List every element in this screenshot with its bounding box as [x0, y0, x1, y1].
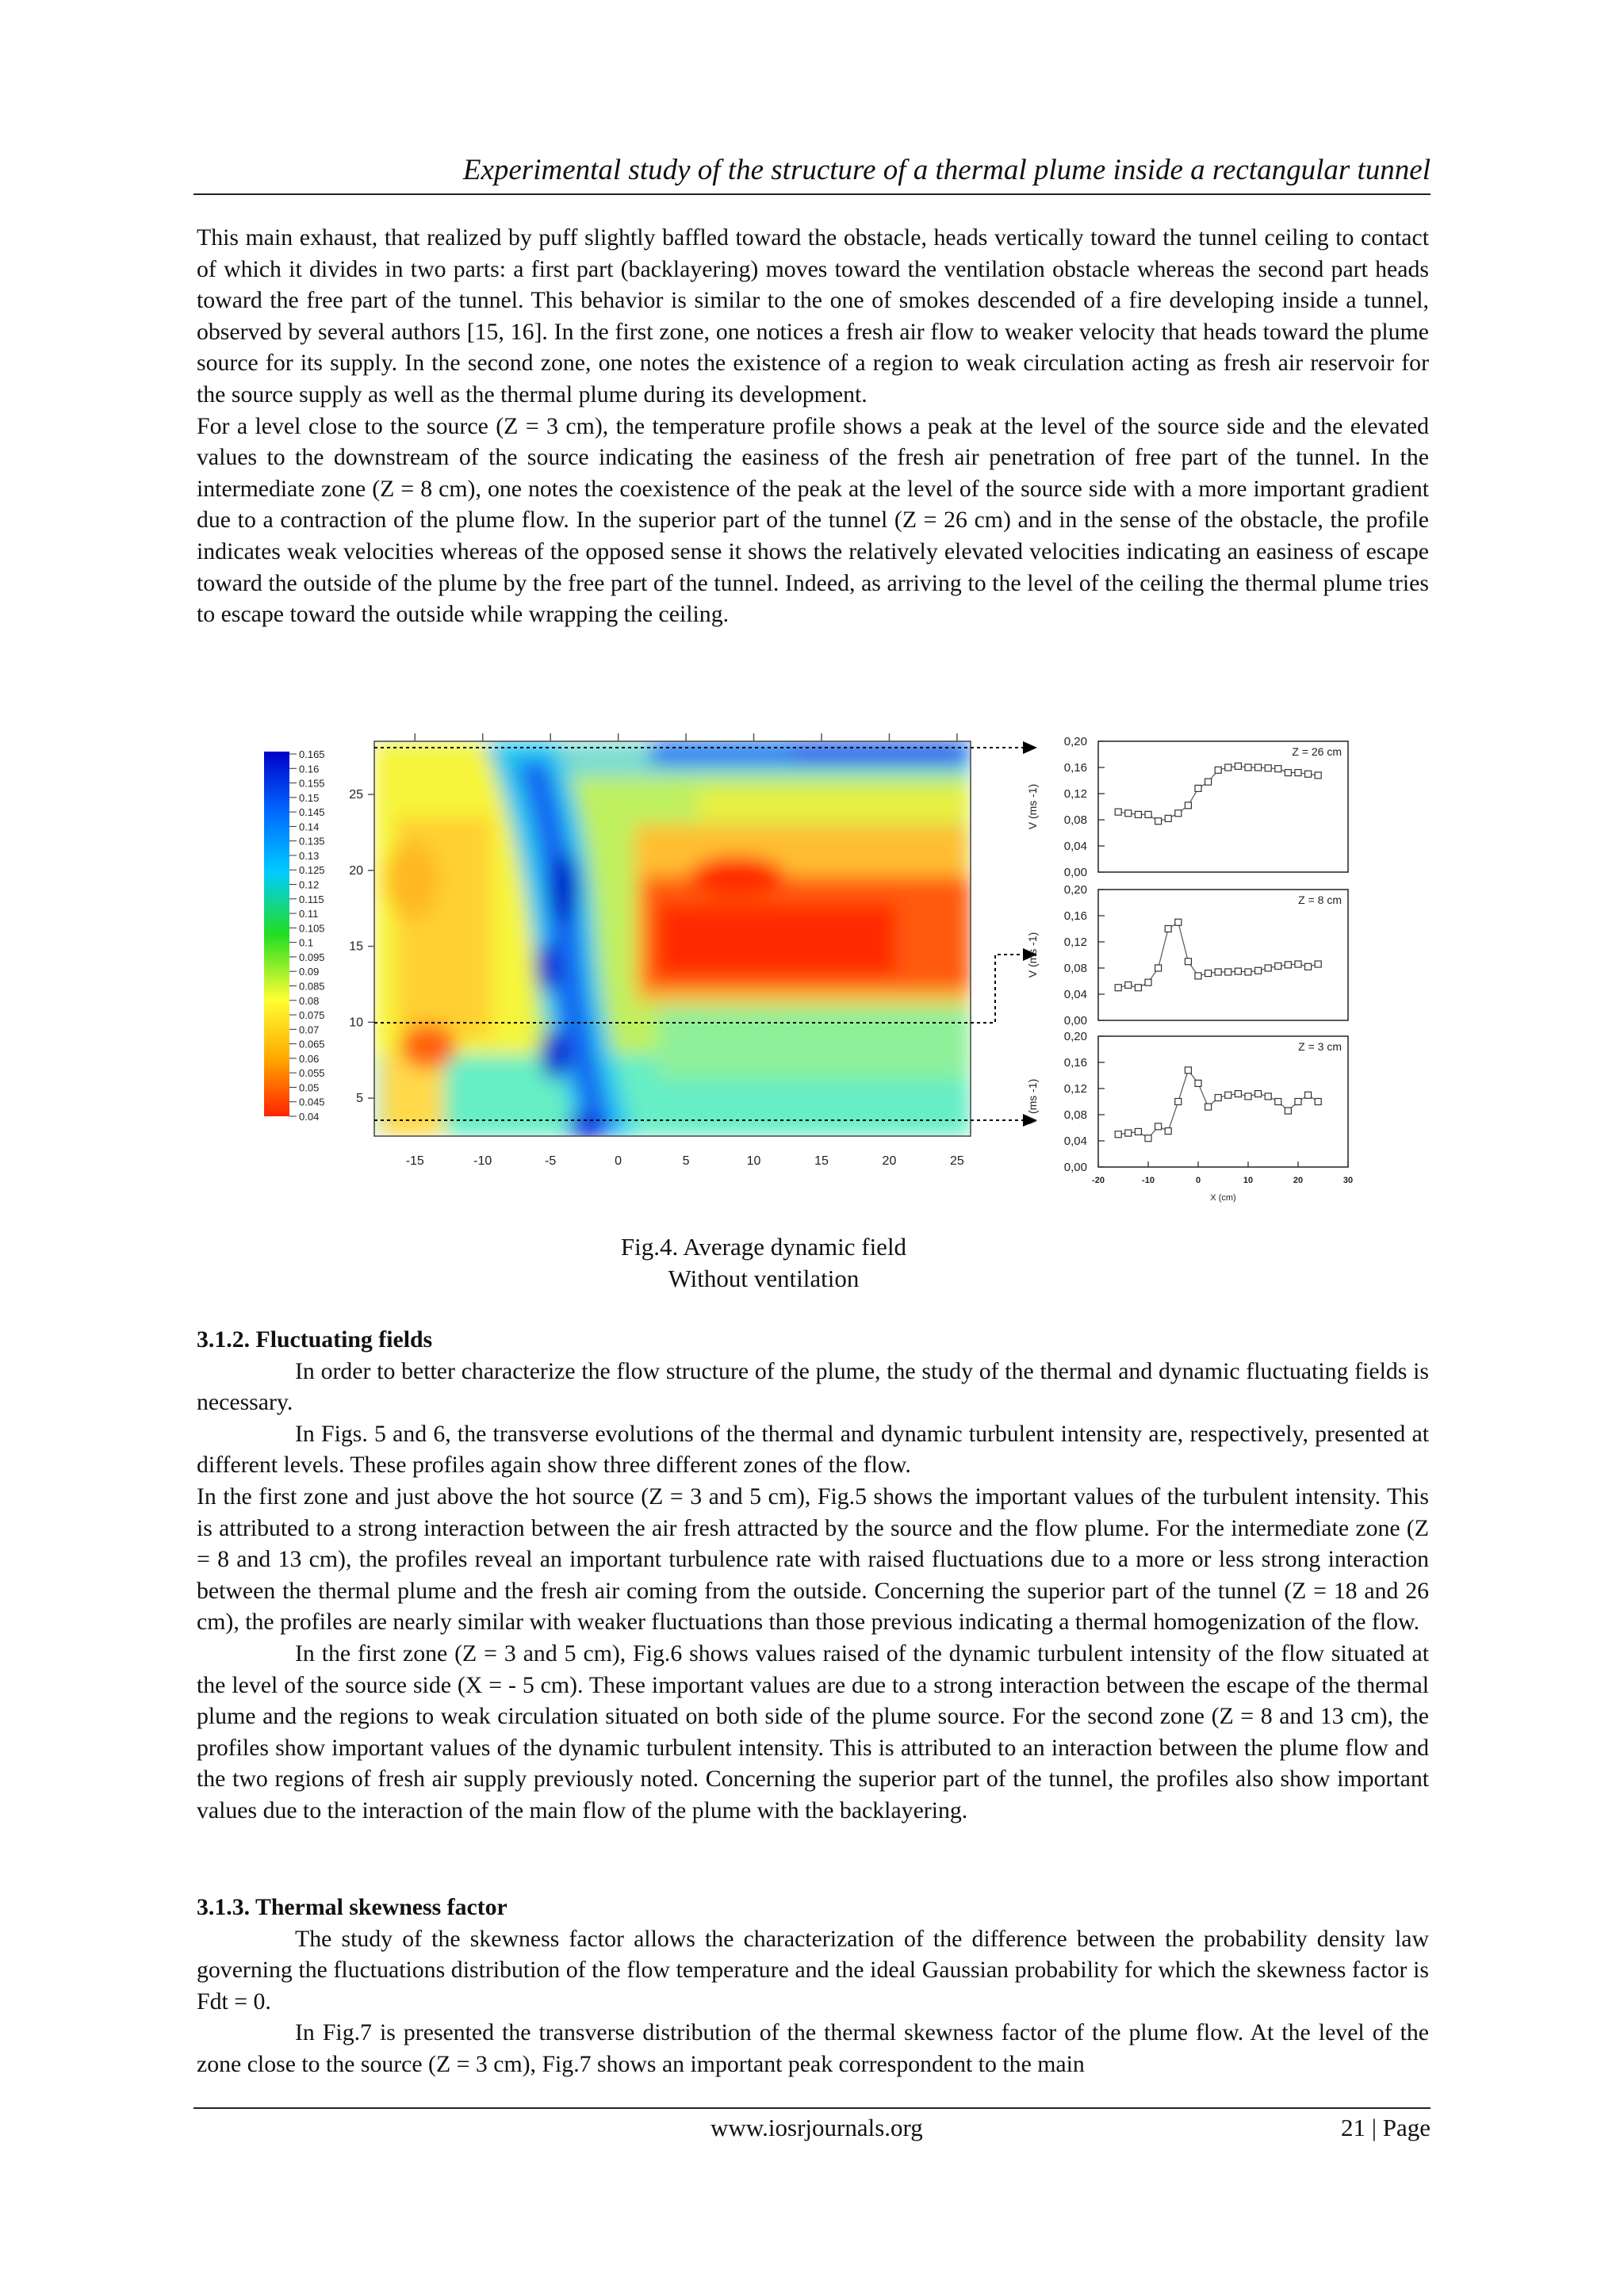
arrow-head — [1023, 741, 1037, 754]
data-point — [1115, 1131, 1121, 1138]
paragraph: In Figs. 5 and 6, the transverse evolutions of the thermal and dynamic turbulent intensity are, respectively, presented at different levels. These profiles again show three different zones of the flow. — [197, 1420, 1429, 1479]
data-point — [1255, 764, 1262, 771]
colorbar-label: 0.04 — [299, 1111, 320, 1123]
data-point — [1235, 968, 1241, 974]
data-point — [1135, 985, 1141, 991]
data-point — [1215, 969, 1221, 975]
y-tick-label: 0,08 — [1063, 813, 1087, 827]
caption-subtitle: Without ventilation — [668, 1265, 860, 1292]
profile-panel — [1026, 735, 1348, 879]
data-point — [1225, 969, 1231, 975]
data-point — [1135, 1128, 1141, 1135]
x-tick-label: -10 — [473, 1154, 492, 1168]
x-tick-label: -5 — [545, 1154, 557, 1168]
paragraph: In the first zone and just above the hot source (Z = 3 and 5 cm), Fig.5 shows the important values of the turbulent intensity. This is attributed to a strong interaction between the air fresh attracted by the source and the flow plume. For the intermediate zone (Z = 8 and 13 cm), the profiles reveal an important turbulence rate with raised fluctuations due to a more or less strong interaction between the thermal plume and the fresh air coming from the outside. Concerning the superior part of the tunnel (Z = 18 and 26 cm), the profiles are nearly similar with weaker fluctuations than those previous indicating a thermal homogenization of the flow. — [197, 1483, 1429, 1636]
colorbar-label: 0.11 — [299, 908, 319, 920]
data-point — [1185, 802, 1191, 809]
y-tick-label: 0,16 — [1063, 1056, 1087, 1070]
x-tick-label: -15 — [405, 1154, 424, 1168]
figure-caption — [0, 1231, 1527, 1295]
data-point — [1195, 785, 1201, 791]
data-point — [1275, 963, 1281, 970]
colorbar-label: 0.115 — [299, 893, 324, 905]
x-axis-label: X (cm) — [1210, 1193, 1236, 1203]
colorbar-scale — [264, 752, 289, 1116]
x-tick-label: 25 — [950, 1154, 964, 1168]
data-point — [1165, 1128, 1171, 1135]
data-point — [1315, 772, 1321, 779]
data-point — [1135, 811, 1141, 817]
y-axis-label: V (ms -1) — [1026, 1078, 1039, 1125]
colorbar-label: 0.05 — [299, 1081, 320, 1094]
colorbar-label: 0.08 — [299, 994, 320, 1007]
data-point — [1275, 1099, 1281, 1105]
colorbar-label: 0.155 — [299, 777, 325, 790]
data-point — [1115, 985, 1121, 991]
y-axis-label: V (ms -1) — [1026, 932, 1039, 978]
y-tick-label: 20 — [349, 863, 363, 878]
data-point — [1225, 764, 1231, 771]
colorbar-label: 0.045 — [299, 1096, 325, 1108]
data-point — [1125, 810, 1132, 817]
x-tick-label: 20 — [1293, 1176, 1304, 1185]
data-point — [1315, 961, 1321, 967]
section-fluctuating-fields — [197, 1324, 1429, 1827]
data-point — [1295, 961, 1301, 967]
series-line — [1118, 1070, 1318, 1138]
data-point — [1175, 810, 1182, 817]
paragraph: In Fig.7 is presented the transverse distribution of the thermal skewness factor of the plume flow. At the level of the zone close to the source (Z = 3 cm), Fig.7 shows an important peak correspondent to the main — [197, 2019, 1429, 2077]
data-point — [1195, 1080, 1201, 1086]
y-tick-label: 0,08 — [1063, 1108, 1087, 1122]
data-point — [1175, 1099, 1182, 1105]
y-tick-label: 0,16 — [1063, 909, 1087, 923]
colorbar-label: 0.16 — [299, 763, 320, 775]
y-tick-label: 0,04 — [1063, 988, 1087, 1001]
y-tick-label: 5 — [356, 1092, 363, 1106]
data-point — [1265, 965, 1271, 971]
x-tick-label: 30 — [1342, 1176, 1354, 1185]
data-point — [1305, 1092, 1312, 1098]
y-tick-label: 0,12 — [1063, 787, 1087, 801]
x-tick-label: 5 — [682, 1154, 690, 1168]
footer-url: www.iosrjournals.org — [710, 2114, 923, 2141]
data-point — [1215, 767, 1221, 773]
colorbar-label: 0.105 — [299, 922, 325, 935]
data-point — [1155, 818, 1162, 825]
data-point — [1305, 771, 1312, 777]
y-tick-label: 0,20 — [1063, 883, 1087, 897]
x-tick-label: 10 — [746, 1154, 761, 1168]
data-point — [1265, 765, 1271, 771]
profile-panel — [1026, 883, 1348, 1027]
y-tick-label: 0,04 — [1063, 840, 1087, 853]
y-tick-label: 0,00 — [1063, 1161, 1087, 1174]
series-label: Z = 3 cm — [1298, 1040, 1342, 1053]
data-point — [1155, 965, 1162, 971]
panel-frame — [1098, 890, 1348, 1020]
heatmap-panel — [349, 733, 971, 1168]
data-point — [1235, 763, 1241, 769]
footer-rule — [193, 2107, 1431, 2109]
data-point — [1145, 811, 1151, 817]
data-point — [1315, 1099, 1321, 1105]
y-tick-label: 0,08 — [1063, 962, 1087, 975]
data-point — [1285, 770, 1291, 776]
y-tick-label: 0,12 — [1063, 936, 1087, 949]
data-point — [1205, 1104, 1212, 1110]
data-point — [1245, 764, 1251, 771]
profile-panel — [1026, 1030, 1353, 1203]
heatmap-field — [374, 741, 971, 1140]
colorbar-label: 0.085 — [299, 980, 325, 993]
data-point — [1125, 982, 1132, 988]
heatmap-y-axis — [349, 788, 374, 1105]
data-point — [1155, 1123, 1162, 1130]
x-tick-label: 15 — [814, 1154, 829, 1168]
colorbar-label: 0.065 — [299, 1038, 325, 1050]
data-point — [1275, 766, 1281, 772]
x-tick-label: 0 — [615, 1154, 622, 1168]
y-axis-label: V (ms -1) — [1026, 783, 1039, 830]
x-tick-label: -20 — [1092, 1176, 1105, 1185]
section-thermal-skewness — [197, 1892, 1429, 2080]
data-point — [1195, 973, 1201, 979]
colorbar-label: 0.055 — [299, 1067, 325, 1080]
data-point — [1185, 1067, 1191, 1073]
colorbar-label: 0.12 — [299, 878, 320, 891]
data-point — [1255, 967, 1262, 974]
y-tick-label: 0,12 — [1063, 1082, 1087, 1096]
data-point — [1255, 1091, 1262, 1097]
y-tick-label: 10 — [349, 1016, 363, 1030]
data-point — [1285, 962, 1291, 968]
section-heading: 3.1.3. Thermal skewness factor — [197, 1894, 508, 1920]
y-tick-label: 0,16 — [1063, 761, 1087, 775]
data-point — [1185, 959, 1191, 965]
x-tick-label: 0 — [1195, 1176, 1201, 1185]
data-point — [1285, 1108, 1291, 1114]
data-point — [1295, 1099, 1301, 1105]
colorbar — [264, 748, 325, 1123]
colorbar-label: 0.09 — [299, 966, 320, 978]
series-label: Z = 26 cm — [1292, 745, 1342, 758]
colorbar-label: 0.075 — [299, 1009, 325, 1022]
colorbar-label: 0.15 — [299, 791, 320, 804]
data-point — [1125, 1130, 1132, 1136]
panel-frame — [1098, 1036, 1348, 1167]
paragraph: For a level close to the source (Z = 3 cm), the temperature profile shows a peak at the level of the source side and the elevated values to the downstream of the source indicating the easiness of the fresh air penetration of free part of the tunnel. In the intermediate zone (Z = 8 cm), one notes the coexistence of the peak at the level of the source side with a more important gradient due to a contraction of the plume flow. In the superior part of the tunnel (Z = 26 cm) and in the sense of the obstacle, the profile indicates weak velocities whereas of the opposed sense it shows the relatively elevated velocities indicating an easiness of escape toward the outside of the plume by the free part of the tunnel. Indeed, as arriving to the level of the ceiling the thermal plume tries to escape toward the outside while wrapping the ceiling. — [197, 412, 1429, 628]
running-header: Experimental study of the structure of a thermal plume inside a rectangular tunnel — [462, 154, 1431, 186]
series-line — [1118, 922, 1318, 988]
colorbar-label: 0.165 — [299, 748, 325, 760]
colorbar-label: 0.06 — [299, 1052, 320, 1065]
y-tick-label: 0,20 — [1063, 735, 1087, 748]
data-point — [1145, 1135, 1151, 1142]
data-point — [1165, 926, 1171, 932]
colorbar-label: 0.14 — [299, 821, 320, 833]
series-label: Z = 8 cm — [1298, 894, 1342, 906]
colorbar-label: 0.13 — [299, 849, 320, 862]
data-point — [1305, 963, 1312, 970]
y-tick-label: 0,20 — [1063, 1030, 1087, 1043]
y-tick-label: 0,00 — [1063, 1014, 1087, 1027]
x-tick-label: 20 — [882, 1154, 897, 1168]
paragraph: This main exhaust, that realized by puff slightly baffled toward the obstacle, heads vertically toward the tunnel ceiling to contact of which it divides in two parts: a first part (backlayering) moves toward the ventilation obstacle whereas the second part heads toward the free part of the tunnel. This behavior is similar to the one of smokes descended of a fire developing inside a tunnel, observed by several authors [15, 16]. In the first zone, one notices a fresh air flow to weaker velocity that heads toward the plume source for its supply. In the second zone, one notes the existence of a region to weak circulation acting as fresh air reservoir for the source supply as well as the thermal plume during its development. — [197, 224, 1429, 408]
paragraph: The study of the skewness factor allows the characterization of the difference between the probability density law governing the fluctuations distribution of the flow temperature and the ideal Gaussian probability for which the skewness factor is Fdt = 0. — [197, 1925, 1429, 2015]
data-point — [1295, 770, 1301, 776]
section-heading: 3.1.2. Fluctuating fields — [197, 1326, 433, 1353]
panel-frame — [1098, 741, 1348, 872]
x-tick-label: 10 — [1243, 1176, 1254, 1185]
data-point — [1115, 809, 1121, 815]
colorbar-label: 0.135 — [299, 835, 325, 848]
data-point — [1205, 970, 1212, 977]
data-point — [1215, 1095, 1221, 1101]
colorbar-label: 0.1 — [299, 936, 314, 949]
colorbar-label: 0.125 — [299, 864, 325, 877]
data-point — [1245, 1093, 1251, 1100]
y-tick-label: 0,04 — [1063, 1135, 1087, 1148]
y-tick-label: 25 — [349, 788, 363, 802]
page-number: 21 | Page — [1341, 2114, 1431, 2141]
data-point — [1245, 969, 1251, 975]
data-point — [1205, 779, 1212, 785]
data-point — [1165, 815, 1171, 821]
paragraph: In order to better characterize the flow structure of the plume, the study of the thermal and dynamic fluctuating fields is necessary. — [197, 1357, 1429, 1416]
caption-title: Fig.4. Average dynamic field — [620, 1233, 907, 1261]
velocity-profiles — [1026, 735, 1353, 1203]
data-point — [1235, 1091, 1241, 1097]
data-point — [1145, 979, 1151, 985]
colorbar-label: 0.07 — [299, 1024, 320, 1036]
colorbar-label: 0.145 — [299, 806, 325, 819]
data-point — [1265, 1093, 1271, 1100]
data-point — [1225, 1092, 1231, 1098]
paragraph: In the first zone (Z = 3 and 5 cm), Fig.6 shows values raised of the dynamic turbulent intensity of the flow situated at the level of the source side (X = - 5 cm). These important values are due to a strong interaction between the escape of the thermal plume and the regions to weak circulation situated on both side of the plume source. For the second zone (Z = 8 and 13 cm), the profiles show important values of the dynamic turbulent intensity. This is attributed to an interaction between the plume flow and the two regions of fresh air supply previously noted. Concerning the superior part of the tunnel, the profiles also show important values due to the interaction of the main flow of the plume with the backlayering. — [197, 1640, 1429, 1823]
data-point — [1175, 919, 1182, 925]
y-tick-label: 15 — [349, 939, 363, 954]
colorbar-label: 0.095 — [299, 951, 325, 963]
x-tick-label: -10 — [1142, 1176, 1155, 1185]
y-tick-label: 0,00 — [1063, 866, 1087, 879]
colorbar-labels — [289, 748, 325, 1123]
